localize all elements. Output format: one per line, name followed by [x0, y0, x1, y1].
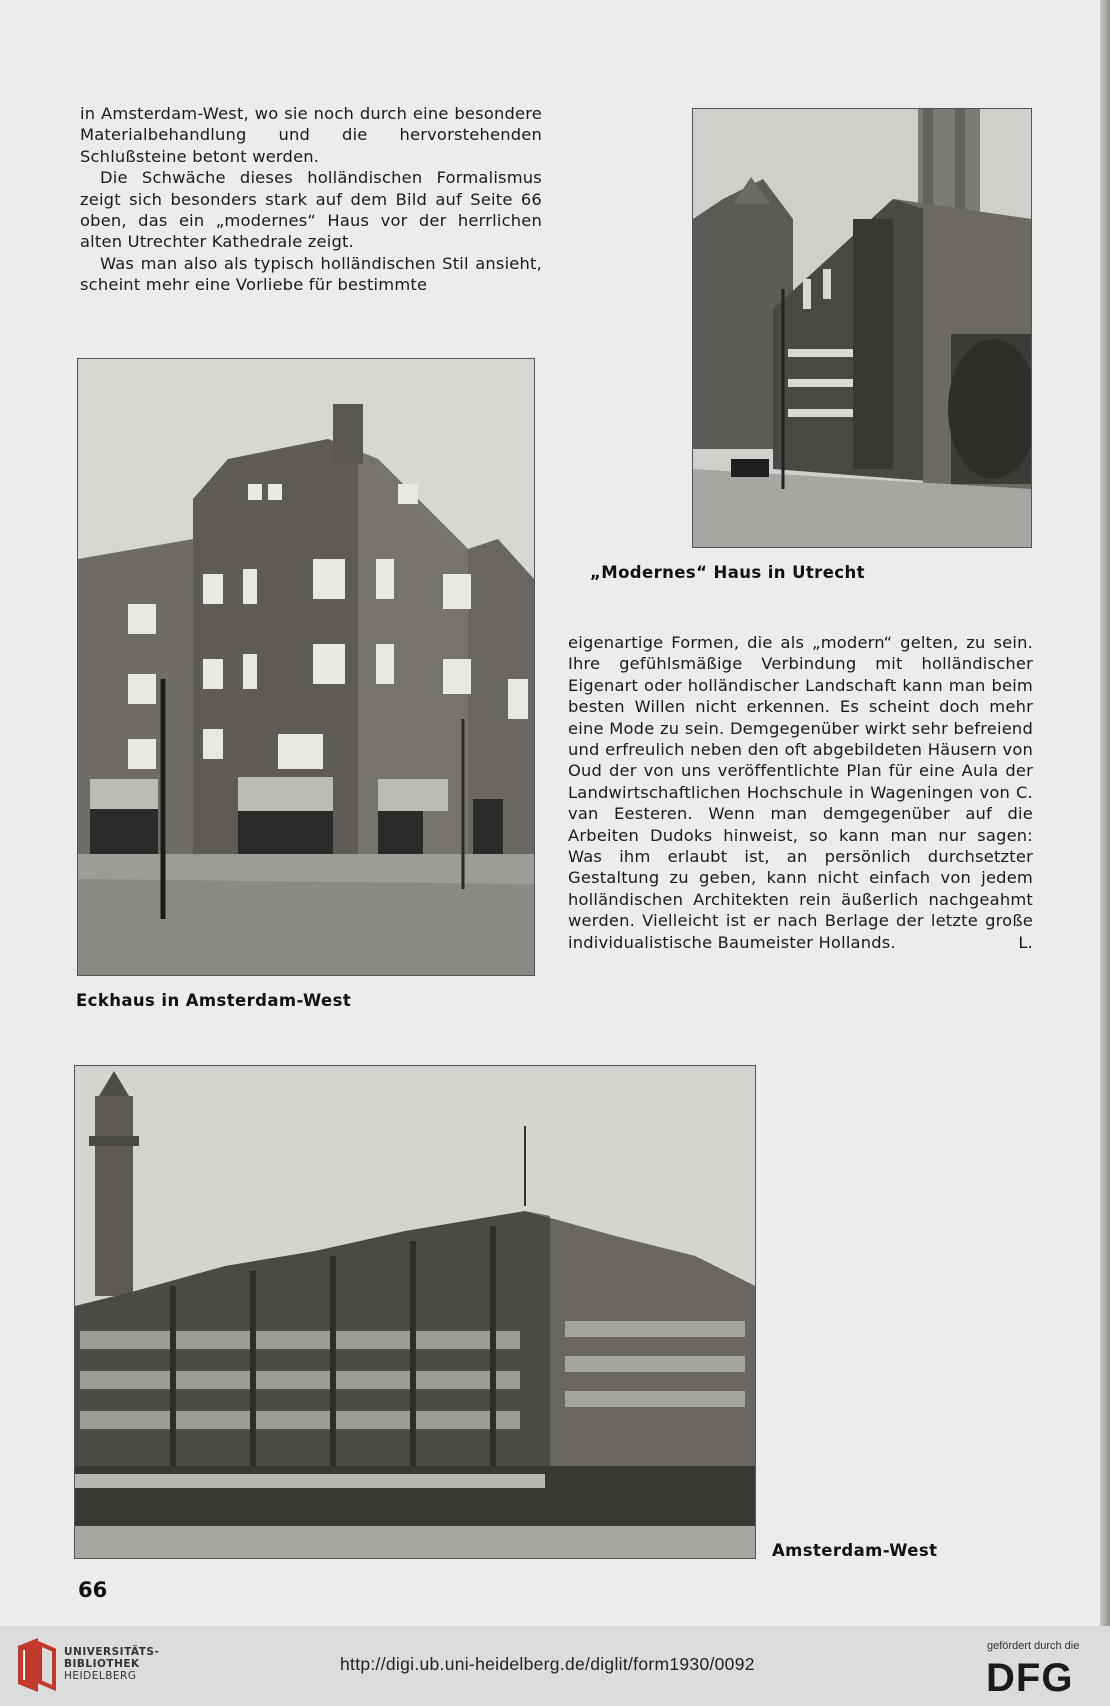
photo-amsterdam-west — [74, 1065, 756, 1559]
author-signature: L. — [1018, 933, 1033, 953]
photo-utrecht-house — [692, 108, 1032, 548]
dfg-logo: DFG — [986, 1656, 1074, 1700]
text-column-right — [568, 632, 1033, 954]
paragraph: in Amsterdam-West, wo sie noch durch eine besondere Materialbehandlung und die hervorstehenden Schlußsteine betont werden. — [80, 104, 542, 166]
page-number: 66 — [78, 1578, 108, 1602]
caption-utrecht: „Modernes“ Haus in Utrecht — [590, 563, 865, 582]
caption-amsterdam-west: Amsterdam-West — [772, 1541, 938, 1560]
page-edge — [1100, 0, 1110, 1626]
paragraph: Was man also als typisch holländischen Stil ansieht, scheint mehr eine Vorliebe für bestimmte — [80, 253, 542, 295]
photo-eckhaus — [77, 358, 535, 976]
text-column-left — [80, 103, 542, 296]
funding-note: gefördert durch die — [987, 1640, 1080, 1652]
library-logo-icon — [12, 1636, 60, 1696]
paragraph: Die Schwäche dieses holländischen Formalismus zeigt sich besonders stark auf dem Bild auf Seite 66 oben, das ein „modernes“ Haus vor der herrlichen alten Utrechter Kathedrale zeigt. — [80, 168, 542, 252]
paragraph: eigenartige Formen, die als „modern“ gelten, zu sein. Ihre gefühlsmäßige Verbindung mit holländischer Eigenart oder holländischer Landschaft kann man beim besten Willen nicht erkennen. Es scheint doch mehr eine Mode zu sein. Demgegenüber wirkt sehr befreiend und erfreulich neben den oft abgebildeten Häusern von Oud der von uns veröffentlichte Plan für eine Aula der Landwirtschaftlichen Hochschule in Wageningen von C. van Eesteren. Wenn man demgegenüber auf die Arbeiten Dudoks hinweist, so kann man nur sagen: Was ihm erlaubt ist, an persönlich durchsetzter Gestaltung zu geben, kann nicht einfach von jedem holländischen Architekten rein äußerlich nachgeahmt werden. Vielleicht ist er nach Berlage der letzte große individualistische Baumeister Hollands. — [568, 633, 1033, 952]
library-name: UNIVERSITÄTS- BIBLIOTHEK HEIDELBERG — [64, 1646, 160, 1682]
footer-bar — [0, 1626, 1110, 1706]
caption-eckhaus: Eckhaus in Amsterdam-West — [76, 991, 352, 1010]
source-url-link[interactable]: http://digi.ub.uni-heidelberg.de/diglit/form1930/0092 — [340, 1654, 755, 1674]
